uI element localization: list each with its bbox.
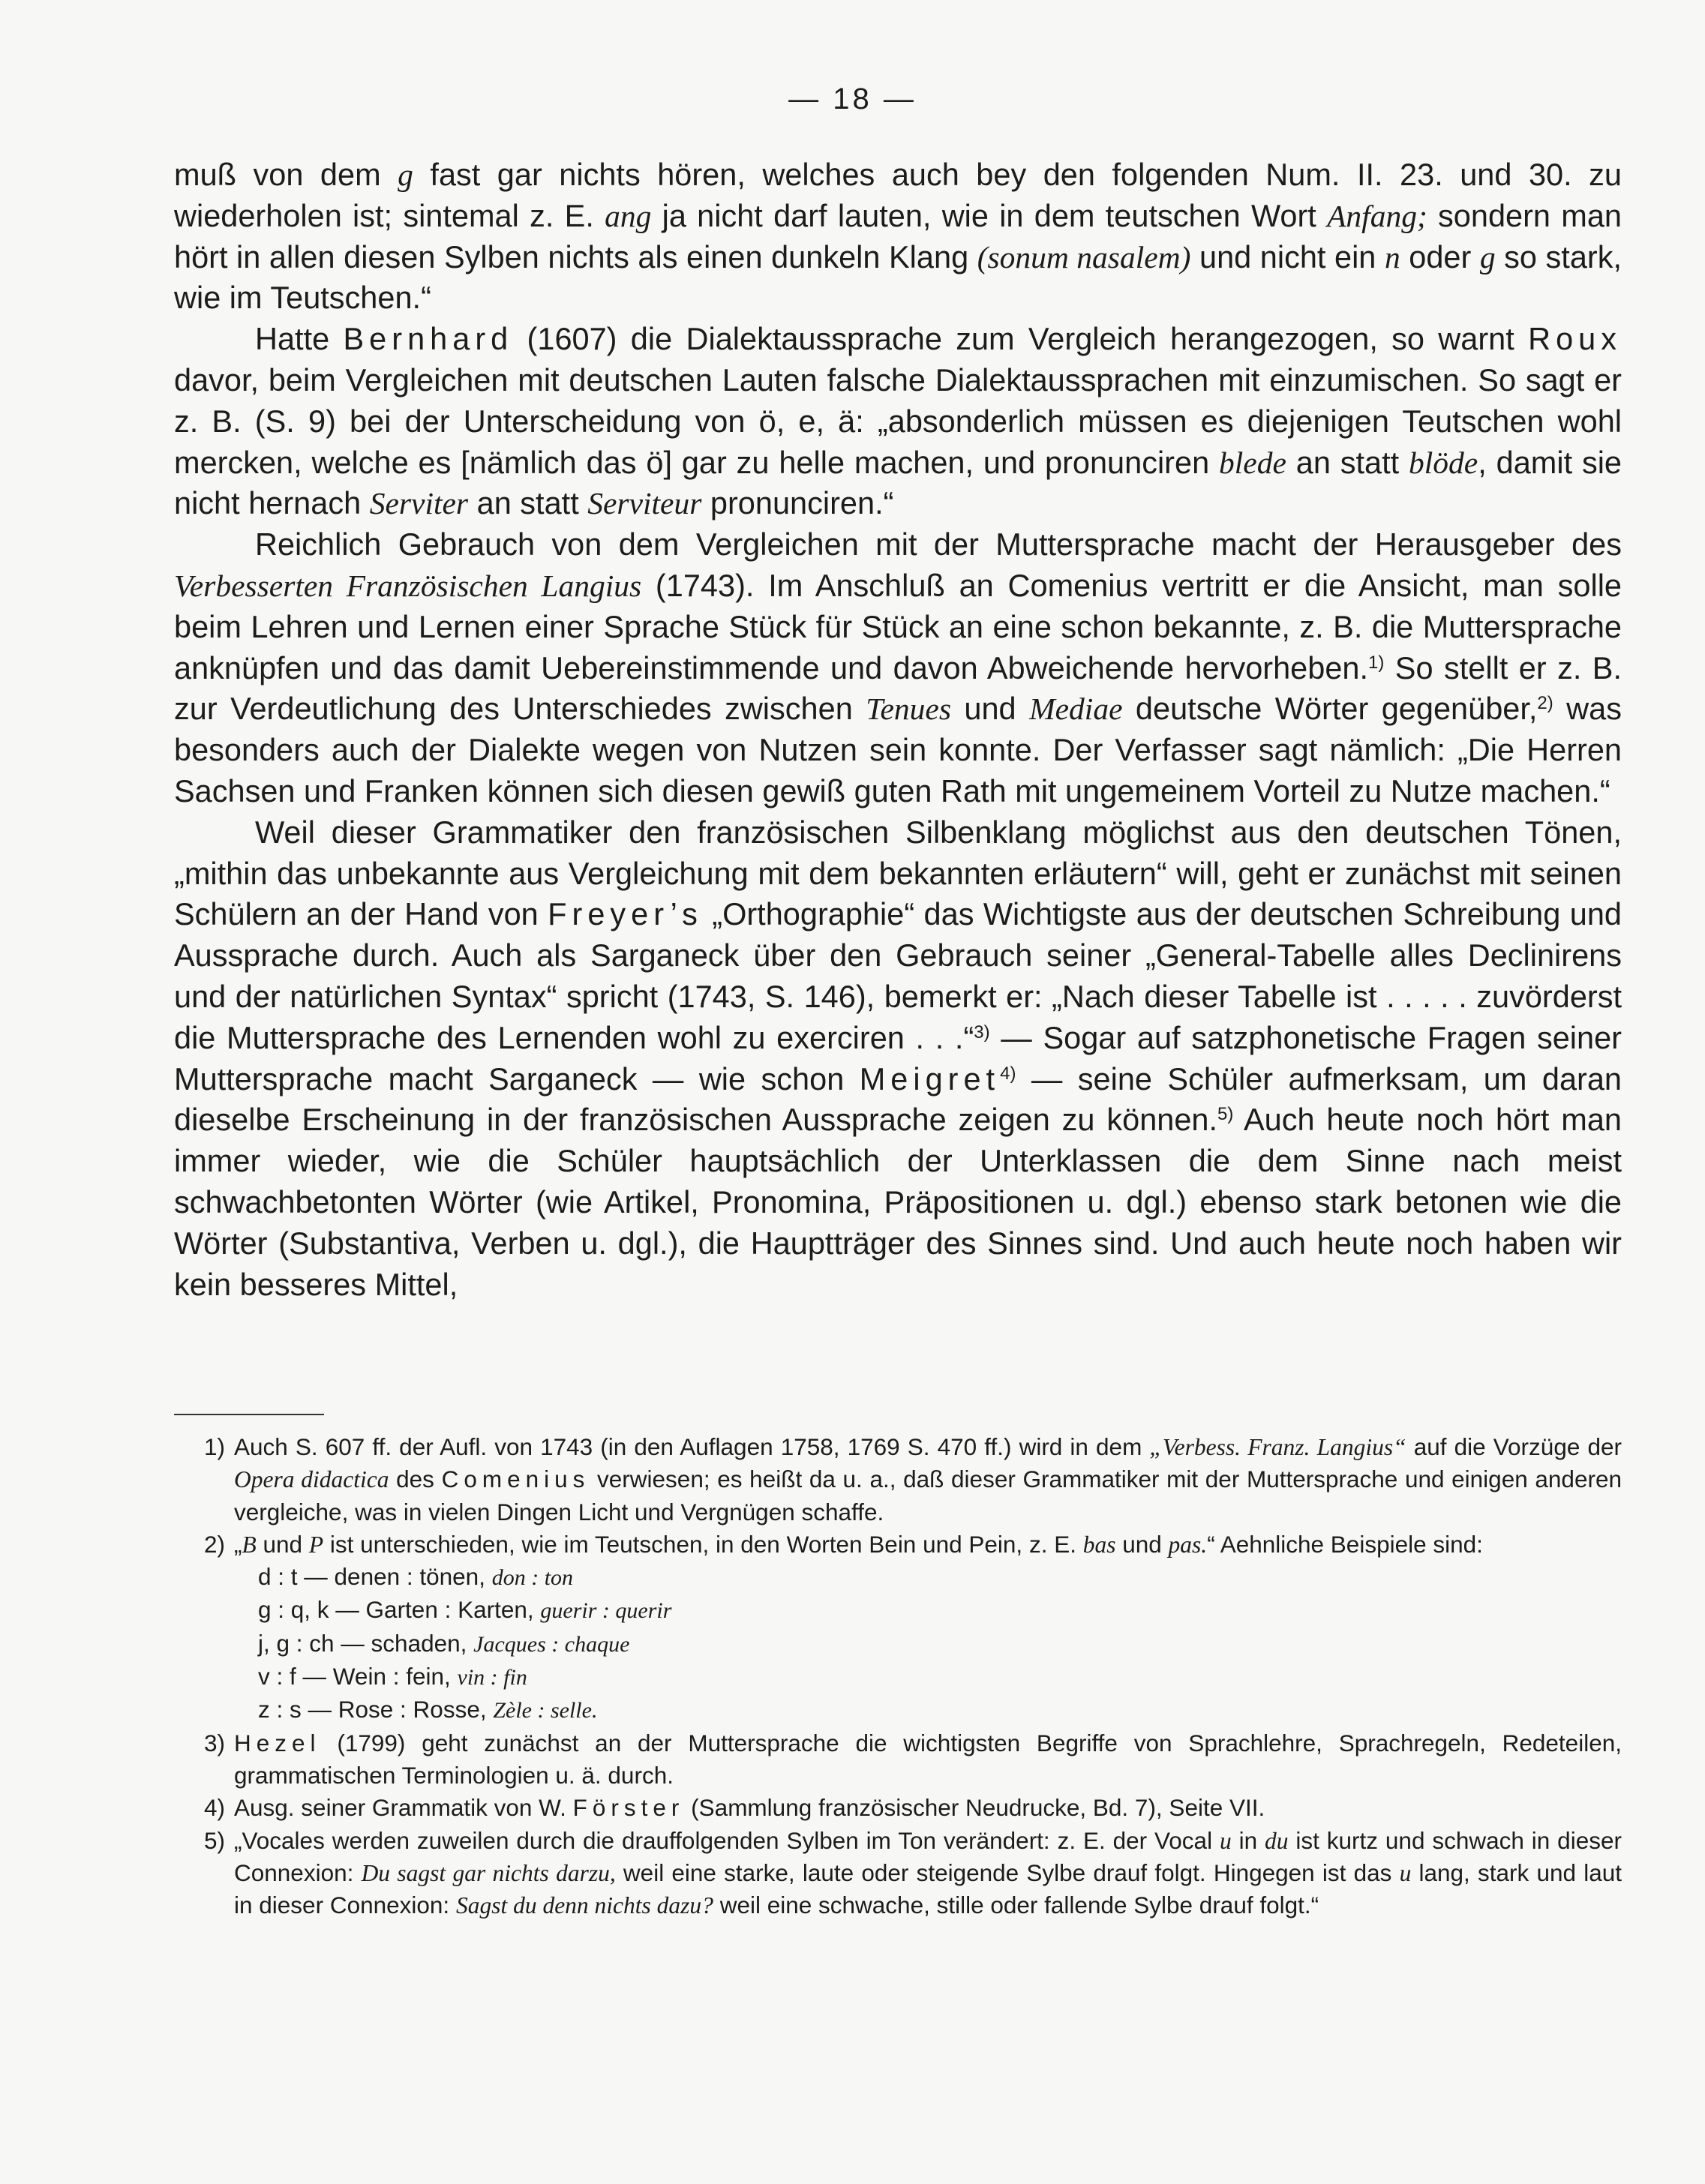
example-french: Jacques : chaque bbox=[473, 1631, 630, 1657]
italic-run: P bbox=[308, 1531, 324, 1558]
italic-run: Tenues bbox=[866, 692, 951, 727]
footnote-5 bbox=[174, 1825, 1622, 1922]
example-pair: j, g : ch — schaden, bbox=[258, 1629, 474, 1657]
footnote-1 bbox=[174, 1431, 1622, 1528]
text-run: deutsche Wörter gegenüber, bbox=[1122, 691, 1538, 727]
text-run: und bbox=[256, 1530, 309, 1558]
text-run: pronunciren.“ bbox=[701, 485, 894, 521]
footnote-4 bbox=[174, 1792, 1622, 1824]
text-run: „ bbox=[234, 1530, 242, 1558]
text-run: weil eine schwache, stille oder fallende Sylbe drauf folgt.“ bbox=[713, 1892, 1319, 1919]
footnote-2 bbox=[174, 1528, 1622, 1561]
text-run: verwiesen; es heißt da u. a., daß dieser Grammatiker mit der Muttersprache und einigen anderen vergleiche, was in vielen Dingen Licht und Vergnügen schaffe. bbox=[234, 1466, 1622, 1526]
italic-run: n bbox=[1384, 239, 1400, 274]
spaced-name: Comenius bbox=[441, 1466, 590, 1493]
italic-run: Sagst du denn nichts dazu? bbox=[455, 1892, 713, 1919]
italic-run: Mediae bbox=[1029, 692, 1123, 727]
spaced-name: Roux bbox=[1528, 321, 1622, 357]
italic-run: blede bbox=[1219, 445, 1286, 480]
spaced-name: Meigret bbox=[859, 1060, 1001, 1096]
example-pair: v : f — Wein : fein, bbox=[258, 1663, 458, 1690]
text-run: an statt bbox=[1286, 444, 1409, 480]
text-run: ist unterschieden, wie im Teutschen, in den Worten Bein und Pein, z. E. bbox=[323, 1530, 1083, 1558]
example-french: guerir : querir bbox=[540, 1598, 672, 1624]
example-line bbox=[174, 1628, 1622, 1660]
footnote-3 bbox=[174, 1727, 1622, 1792]
italic-run: Du sagst gar nichts darzu, bbox=[361, 1859, 616, 1886]
italic-run: u bbox=[1399, 1859, 1412, 1886]
italic-run: „Verbess. Franz. Langius“ bbox=[1149, 1434, 1406, 1460]
text-run: , damit sie nicht hernach bbox=[174, 444, 1622, 521]
text-run: Reichlich Gebrauch von dem Vergleichen mit der Muttersprache macht der Herausgeber des bbox=[255, 526, 1622, 562]
footnote-ref: 5) bbox=[1217, 1104, 1234, 1125]
spaced-name: Hezel bbox=[234, 1729, 321, 1756]
text-run: Hatte bbox=[255, 321, 344, 357]
text-run: muß von dem bbox=[174, 157, 398, 192]
text-run: (Sammlung französischer Neudrucke, Bd. 7), Seite VII. bbox=[684, 1794, 1265, 1822]
italic-run: g bbox=[398, 158, 413, 192]
paragraph-3 bbox=[174, 524, 1622, 812]
italic-run: u bbox=[1219, 1827, 1232, 1854]
footnote-mark: 5) bbox=[204, 1826, 226, 1854]
paragraph-1 bbox=[174, 154, 1622, 319]
page-number: — 18 — bbox=[788, 82, 917, 116]
footnote-mark: 2) bbox=[204, 1530, 226, 1558]
italic-run: g bbox=[1479, 239, 1496, 274]
text-run: Auch heute noch hört man immer wieder, wie die Schüler hauptsächlich der Unterklassen die dem Sinne nach meist schwachbetonten Wörter (wie Artikel, Pronomina, Präpositionen u. dgl.) ebenso stark betonen wie die Wörter (Substantiva, Verben u. dgl.), die Hauptträger des Sinnes sind. Und auch heute noch haben wir kein besseres Mittel, bbox=[174, 1102, 1622, 1302]
paragraph-4 bbox=[174, 812, 1622, 1306]
text-run: auf die Vorzüge der bbox=[1406, 1433, 1622, 1460]
example-french: vin : fin bbox=[457, 1665, 527, 1690]
text-run: davor, beim Vergleichen mit deutschen Lauten falsche Dialektaussprachen mit einzumischen. So sagt er z. B. (S. 9) bei der Unterscheidung von ö, e, ä: „absonderlich müssen es diejenigen Teutschen wohl mercken, welche es [nämlich das ö] gar zu helle machen, und pronunciren bbox=[174, 362, 1622, 480]
text-run: so stark, wie im Teutschen.“ bbox=[174, 238, 1622, 316]
italic-run: (sonum nasalem) bbox=[977, 239, 1191, 274]
footnotes bbox=[174, 1431, 1622, 1922]
text-run: — seine Schüler aufmerksam, um daran dieselbe Erscheinung in der französischen Aussprache zeigen zu können. bbox=[174, 1060, 1622, 1138]
text-run: ist kurtz und schwach in dieser Connexion: bbox=[234, 1826, 1622, 1886]
footnote-ref: 2) bbox=[1537, 693, 1553, 714]
text-run: sondern man hört in allen diesen Sylben nichts als einen dunkeln Klang bbox=[174, 197, 1622, 274]
text-run: in bbox=[1231, 1826, 1265, 1854]
italic-run: ang bbox=[605, 198, 652, 233]
text-run: — Sogar auf satzphonetische Fragen seiner Muttersprache macht Sarganeck — wie schon bbox=[174, 1019, 1622, 1096]
spaced-name: Bernhard bbox=[343, 321, 514, 357]
example-pair: g : q, k — Garten : Karten, bbox=[258, 1596, 541, 1624]
main-text bbox=[174, 154, 1622, 1305]
example-pair: d : t — denen : tönen, bbox=[258, 1563, 492, 1591]
text-run: Ausg. seiner Grammatik von W. bbox=[234, 1794, 573, 1822]
text-run: (1799) geht zunächst an der Muttersprache die wichtigsten Begriffe von Sprachlehre, Sprachregeln, Redeteilen, grammatischen Terminologien u. ä. durch. bbox=[234, 1729, 1622, 1789]
italic-run: Opera didactica bbox=[234, 1466, 389, 1493]
footnote-mark: 1) bbox=[204, 1433, 226, 1460]
example-line bbox=[174, 1594, 1622, 1627]
text-run: Weil dieser Grammatiker den französischen Silbenklang möglichst aus den deutschen Tönen, „mithin das unbekannte aus Vergleichung mit dem bekannten erläutern“ will, geht er zunächst mit seinen Schülern an der Hand von bbox=[174, 814, 1622, 932]
example-pair: z : s — Rose : Rosse, bbox=[258, 1696, 494, 1724]
italic-run: blöde bbox=[1409, 445, 1478, 480]
example-line bbox=[174, 1561, 1622, 1594]
text-run: oder bbox=[1400, 238, 1480, 274]
footnote-mark: 4) bbox=[204, 1794, 226, 1822]
italic-run: Serviteur bbox=[587, 486, 702, 521]
text-run: (1607) die Dialektaussprache zum Vergleich herangezogen, so warnt bbox=[513, 321, 1529, 357]
text-run: und nicht ein bbox=[1190, 238, 1385, 274]
text-run: fast gar nichts hören, welches auch bey den folgenden Num. II. 23. und 30. zu wiederholen ist; sintemal z. E. bbox=[174, 157, 1622, 233]
text-run: lang, stark und laut in dieser Connexion: bbox=[234, 1858, 1622, 1919]
text-run: weil eine starke, laute oder steigende Sylbe drauf folgt. Hingegen ist das bbox=[615, 1858, 1400, 1886]
text-run: Auch S. 607 ff. der Aufl. von 1743 (in den Auflagen 1758, 1769 S. 470 ff.) wird in dem bbox=[234, 1433, 1150, 1460]
text-run: „Vocales werden zuweilen durch die drauffolgenden Sylben im Ton verändert: z. E. der Vocal bbox=[234, 1826, 1220, 1854]
footnote-mark: 3) bbox=[204, 1729, 226, 1756]
example-french: don : ton bbox=[491, 1565, 574, 1591]
text-run: ja nicht darf lauten, wie in dem teutschen Wort bbox=[651, 197, 1328, 233]
italic-run: pas. bbox=[1168, 1531, 1208, 1558]
text-run: des bbox=[389, 1466, 442, 1493]
example-french: Zèle : selle. bbox=[493, 1698, 598, 1724]
text-run: „Orthographie“ das Wichtigste aus der deutschen Schreibung und Aussprache durch. Auch als Sarganeck über den Gebrauch seiner „General-Tabelle alles Declinirens und der natürlichen Syntax“ spricht (1743, S. 146), bemerkt er: „Nach dieser Tabelle ist . . . . . zuvörderst die Muttersprache des Lernenden wohl zu exerciren . . .“ bbox=[174, 896, 1622, 1055]
italic-run: Serviter bbox=[369, 486, 469, 521]
italic-run: du bbox=[1265, 1827, 1289, 1854]
italic-run: Anfang; bbox=[1327, 198, 1427, 233]
footnote-ref: 1) bbox=[1368, 652, 1385, 673]
spaced-name: Förster bbox=[572, 1794, 685, 1822]
footnote-ref: 4) bbox=[1000, 1063, 1016, 1084]
italic-run: Verbesserten Französischen Langius bbox=[174, 568, 642, 603]
text-run: an statt bbox=[468, 485, 588, 521]
italic-run: bas bbox=[1082, 1531, 1116, 1558]
text-run: (1743). Im Anschluß an Comenius vertritt er die Ansicht, man solle beim Lehren und Lernen einer Sprache Stück für Stück an eine schon bekannte, z. B. die Muttersprache anknüpfen und das damit Uebereinstimmende und davon Abweichende hervorheben. bbox=[174, 567, 1622, 686]
text-run: So stellt er z. B. zur Verdeutlichung des Unterschiedes zwischen bbox=[174, 650, 1622, 727]
example-line bbox=[174, 1660, 1622, 1694]
italic-run: B bbox=[242, 1531, 257, 1558]
example-line bbox=[174, 1694, 1622, 1726]
footnote-divider bbox=[174, 1414, 324, 1415]
text-run: “ Aehnliche Beispiele sind: bbox=[1207, 1530, 1483, 1558]
footnote-ref: 3) bbox=[974, 1022, 990, 1042]
paragraph-2 bbox=[174, 319, 1622, 524]
text-run: was besonders auch der Dialekte wegen von Nutzen sein konnte. Der Verfasser sagt nämlich: „Die Herren Sachsen und Franken können sich diesen gewiß guten Rath mit ungemeinem Vorteil zu Nutze machen.“ bbox=[174, 691, 1622, 808]
spaced-name: Freyer’s bbox=[548, 896, 703, 932]
text-run: und bbox=[1115, 1530, 1169, 1558]
text-run: und bbox=[950, 691, 1030, 727]
